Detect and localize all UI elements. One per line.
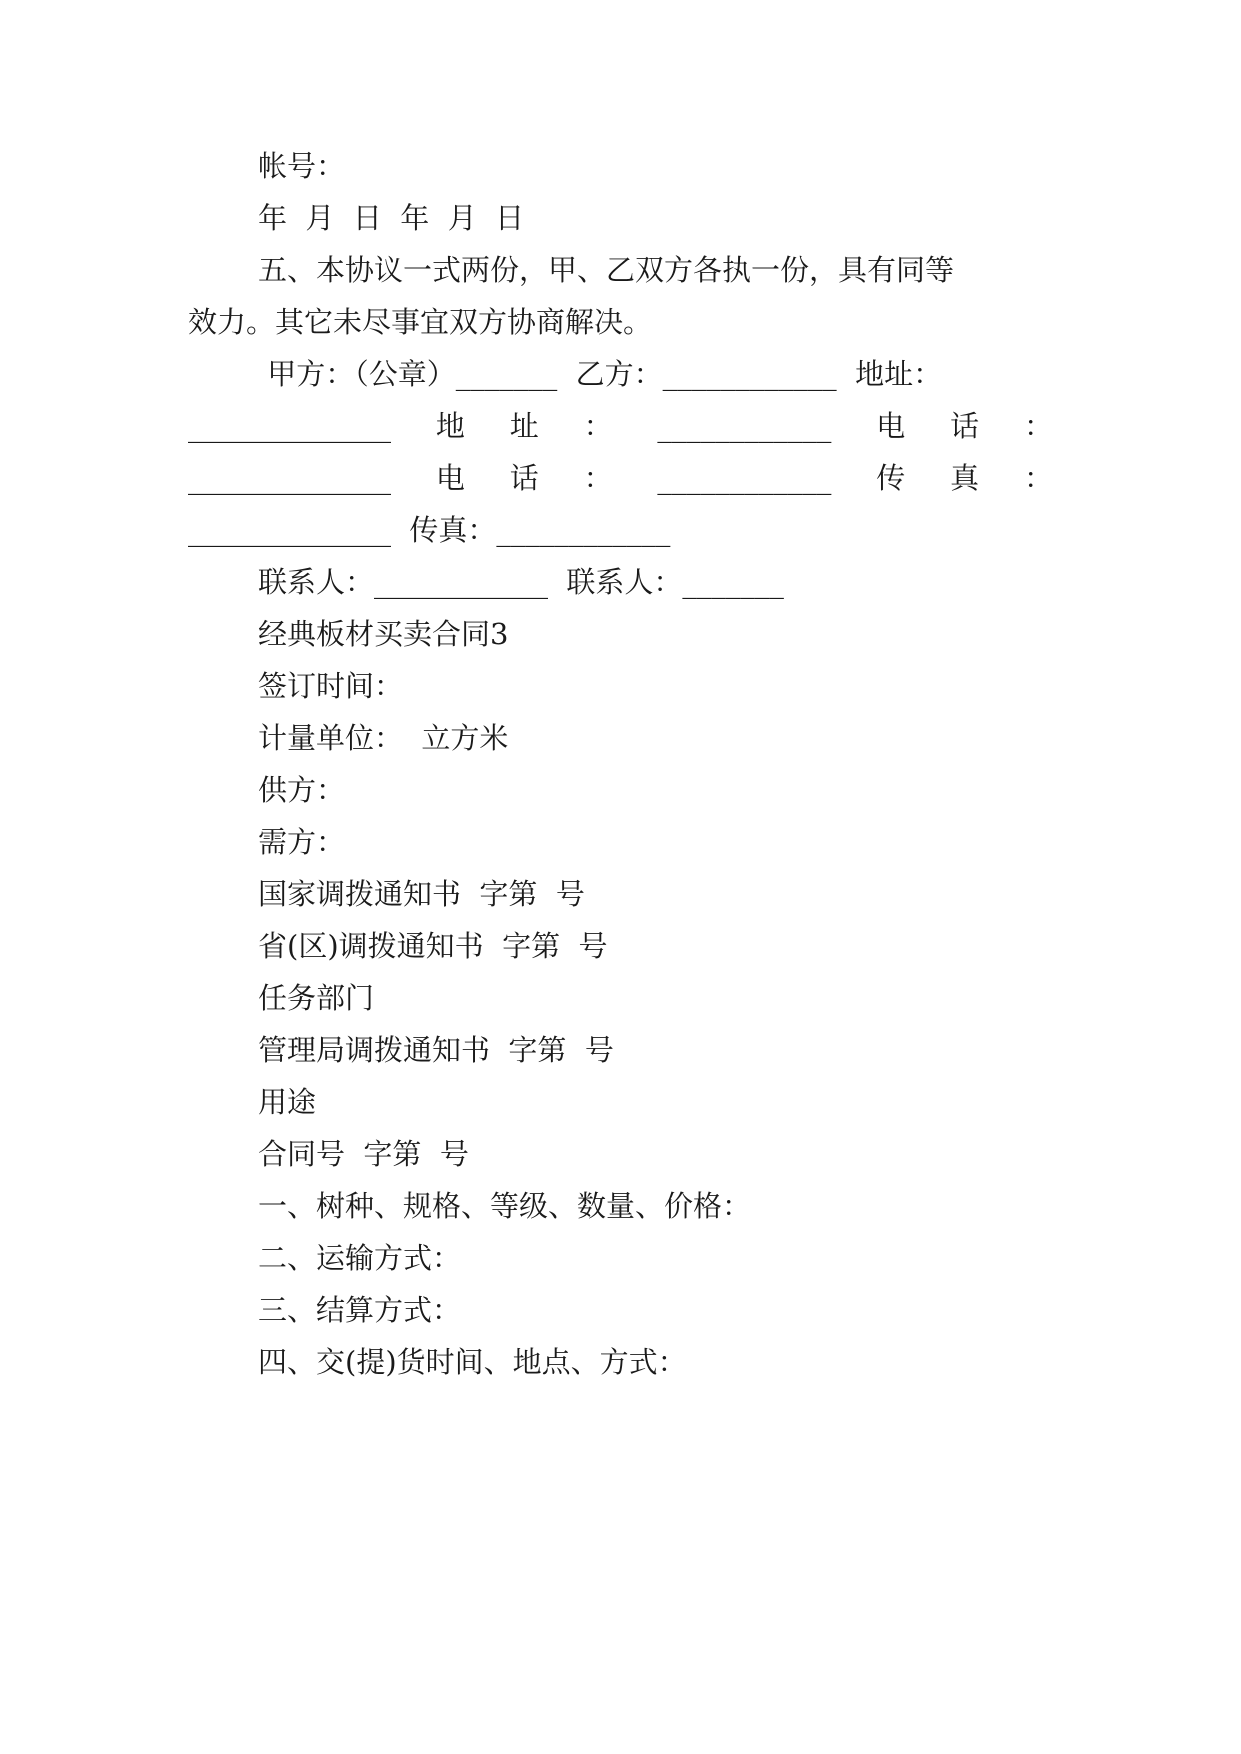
- phone-label-char-1: 电: [876, 409, 906, 443]
- fax-label-char-1: 传: [876, 461, 906, 495]
- address-row: [188, 406, 1053, 446]
- address-label-char-1: 地: [435, 409, 465, 443]
- contract-number-line: 合同号 字第 号: [258, 1137, 469, 1171]
- phone-blank-a: ______________: [188, 461, 391, 495]
- phone-row: [188, 458, 1053, 498]
- sign-time-line: 签订时间：: [258, 669, 404, 703]
- contact-line: 联系人：____________ 联系人：_______: [258, 565, 784, 599]
- usage-line: 用途: [258, 1085, 317, 1119]
- phone-blank-b: ____________: [657, 461, 832, 495]
- clause-5-line-1: 五、本协议一式两份，甲、乙双方各执一份，具有同等: [258, 253, 955, 287]
- address-blank-b: ____________: [657, 409, 832, 443]
- province-notice-line: 省(区)调拨通知书 字第 号: [258, 929, 608, 963]
- bureau-notice-line: 管理局调拨通知书 字第 号: [258, 1033, 614, 1067]
- contract-title: 经典板材买卖合同3: [258, 617, 509, 651]
- item-1-line: 一、树种、规格、等级、数量、价格：: [258, 1189, 752, 1223]
- date-line: 年 月 日 年 月 日: [258, 201, 525, 235]
- phone-label-char-2: 话: [950, 409, 980, 443]
- buyer-line: 需方：: [258, 825, 346, 859]
- phone-label-char-2: 话: [509, 461, 539, 495]
- national-notice-line: 国家调拨通知书 字第 号: [258, 877, 585, 911]
- clause-5-line-2: 效力。其它未尽事宜双方协商解决。: [188, 305, 653, 339]
- item-3-line: 三、结算方式：: [258, 1293, 462, 1327]
- account-line: 帐号：: [258, 149, 346, 183]
- fax-line: ______________ 传真：____________: [188, 513, 671, 547]
- department-line: 任务部门: [258, 981, 375, 1015]
- address-blank-a: ______________: [188, 409, 391, 443]
- party-line: 甲方：（公章）_______ 乙方：____________ 地址：: [258, 357, 943, 391]
- item-4-line: 四、交(提)货时间、地点、方式：: [258, 1345, 687, 1379]
- unit-line: 计量单位： 立方米: [258, 721, 509, 755]
- address-colon: ：: [583, 409, 613, 443]
- phone-colon: ：: [1023, 409, 1053, 443]
- fax-label-char-2: 真: [950, 461, 980, 495]
- item-2-line: 二、运输方式：: [258, 1241, 462, 1275]
- phone-label-char-1: 电: [435, 461, 465, 495]
- supplier-line: 供方：: [258, 773, 346, 807]
- address-label-char-2: 址: [509, 409, 539, 443]
- phone-colon: ：: [583, 461, 613, 495]
- fax-colon: ：: [1023, 461, 1053, 495]
